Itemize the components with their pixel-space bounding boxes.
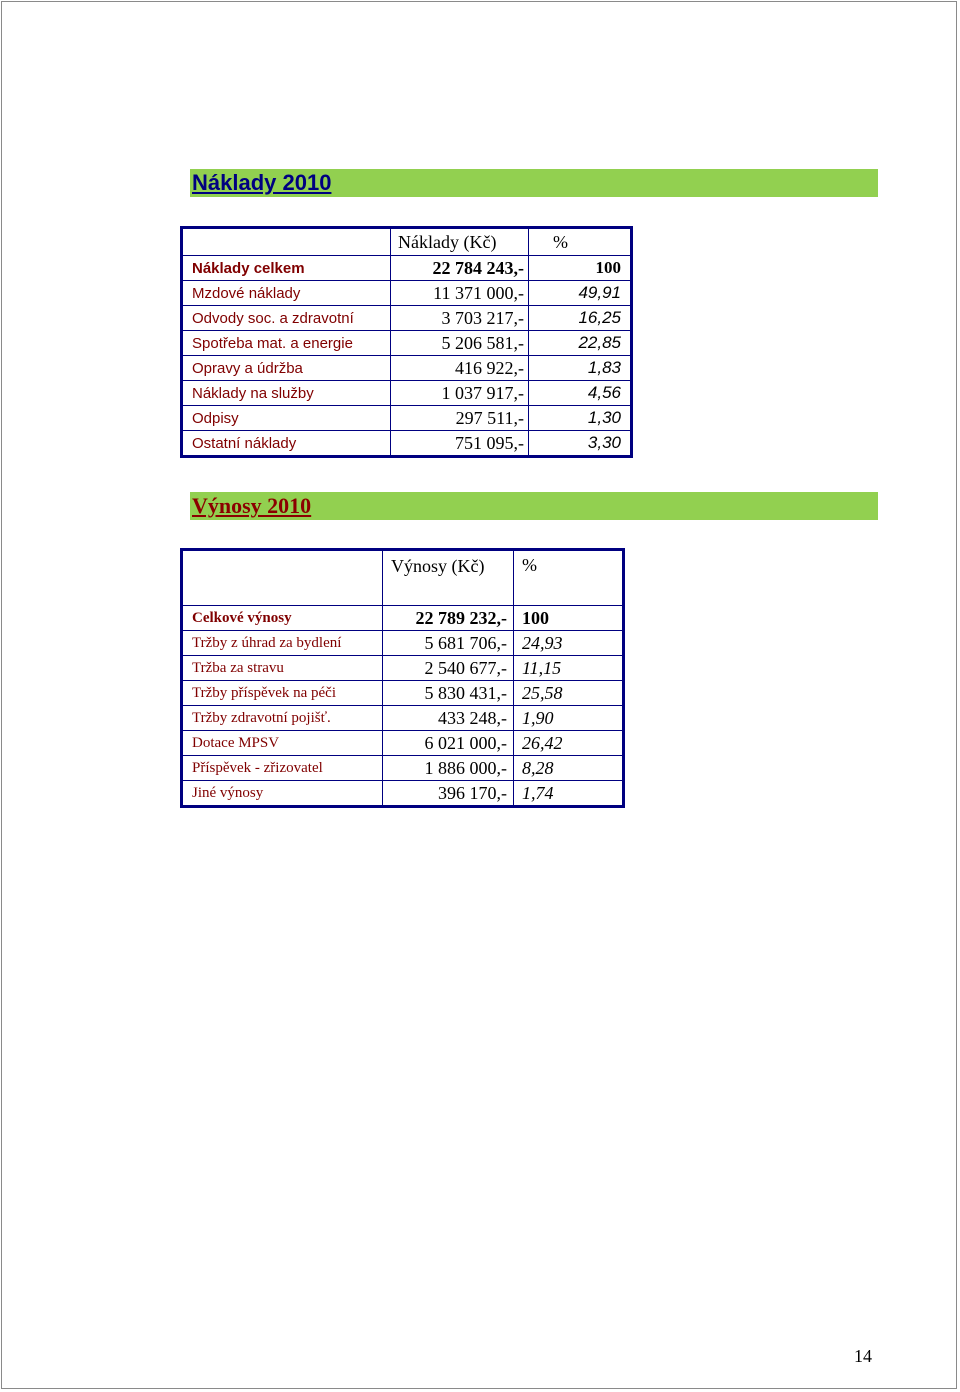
row-label: Tržby příspěvek na péči — [182, 681, 383, 706]
row-percent: 4,56 — [529, 381, 632, 406]
costs-title: Náklady 2010 — [192, 170, 332, 195]
row-percent: 1,90 — [514, 706, 624, 731]
row-amount: 433 248,- — [383, 706, 514, 731]
table-row — [182, 431, 632, 457]
row-label: Mzdové náklady — [182, 281, 391, 306]
row-amount: 297 511,- — [391, 406, 529, 431]
row-label: Tržba za stravu — [182, 656, 383, 681]
row-percent: 100 — [514, 606, 624, 631]
row-label: Dotace MPSV — [182, 731, 383, 756]
row-percent: 1,30 — [529, 406, 632, 431]
row-label: Jiné výnosy — [182, 781, 383, 807]
header-percent: % — [529, 228, 632, 256]
row-percent: 22,85 — [529, 331, 632, 356]
table-row — [182, 756, 624, 781]
row-label: Spotřeba mat. a energie — [182, 331, 391, 356]
row-amount: 5 681 706,- — [383, 631, 514, 656]
row-amount: 751 095,- — [391, 431, 529, 457]
revenue-table — [180, 548, 625, 808]
row-amount: 2 540 677,- — [383, 656, 514, 681]
row-amount: 5 830 431,- — [383, 681, 514, 706]
table-header-row — [182, 550, 624, 606]
table-row — [182, 731, 624, 756]
row-percent: 26,42 — [514, 731, 624, 756]
revenue-title: Výnosy 2010 — [192, 493, 312, 518]
row-label: Tržby zdravotní pojišť. — [182, 706, 383, 731]
row-amount: 1 886 000,- — [383, 756, 514, 781]
row-amount: 396 170,- — [383, 781, 514, 807]
row-percent: 25,58 — [514, 681, 624, 706]
table-row — [182, 656, 624, 681]
row-label: Odvody soc. a zdravotní — [182, 306, 391, 331]
row-percent: 3,30 — [529, 431, 632, 457]
row-label: Opravy a údržba — [182, 356, 391, 381]
row-label: Ostatní náklady — [182, 431, 391, 457]
table-row — [182, 781, 624, 807]
table-header-row — [182, 228, 632, 256]
page-number: 14 — [854, 1346, 872, 1366]
row-amount: 11 371 000,- — [391, 281, 529, 306]
row-percent: 8,28 — [514, 756, 624, 781]
row-amount: 22 789 232,- — [383, 606, 514, 631]
table-row — [182, 281, 632, 306]
row-label: Celkové výnosy — [182, 606, 383, 631]
row-percent: 49,91 — [529, 281, 632, 306]
row-label: Tržby z úhrad za bydlení — [182, 631, 383, 656]
header-amount: Výnosy (Kč) — [383, 550, 514, 606]
table-row — [182, 381, 632, 406]
row-amount: 22 784 243,- — [391, 256, 529, 281]
row-percent: 1,74 — [514, 781, 624, 807]
row-label: Náklady celkem — [182, 256, 391, 281]
header-empty-cell — [182, 228, 391, 256]
row-amount: 6 021 000,- — [383, 731, 514, 756]
row-amount: 5 206 581,- — [391, 331, 529, 356]
row-label: Náklady na služby — [182, 381, 391, 406]
row-percent: 24,93 — [514, 631, 624, 656]
table-row — [182, 306, 632, 331]
header-empty-cell — [182, 550, 383, 606]
table-row — [182, 631, 624, 656]
row-percent: 1,83 — [529, 356, 632, 381]
row-label: Příspěvek - zřizovatel — [182, 756, 383, 781]
row-amount: 416 922,- — [391, 356, 529, 381]
table-row — [182, 256, 632, 281]
costs-table — [180, 226, 633, 458]
table-row — [182, 681, 624, 706]
table-row — [182, 706, 624, 731]
row-amount: 3 703 217,- — [391, 306, 529, 331]
row-label: Odpisy — [182, 406, 391, 431]
row-percent: 16,25 — [529, 306, 632, 331]
row-amount: 1 037 917,- — [391, 381, 529, 406]
table-row — [182, 606, 624, 631]
row-percent: 100 — [529, 256, 632, 281]
header-amount: Náklady (Kč) — [391, 228, 529, 256]
table-row — [182, 356, 632, 381]
header-percent: % — [514, 550, 624, 606]
row-percent: 11,15 — [514, 656, 624, 681]
table-row — [182, 406, 632, 431]
table-row — [182, 331, 632, 356]
